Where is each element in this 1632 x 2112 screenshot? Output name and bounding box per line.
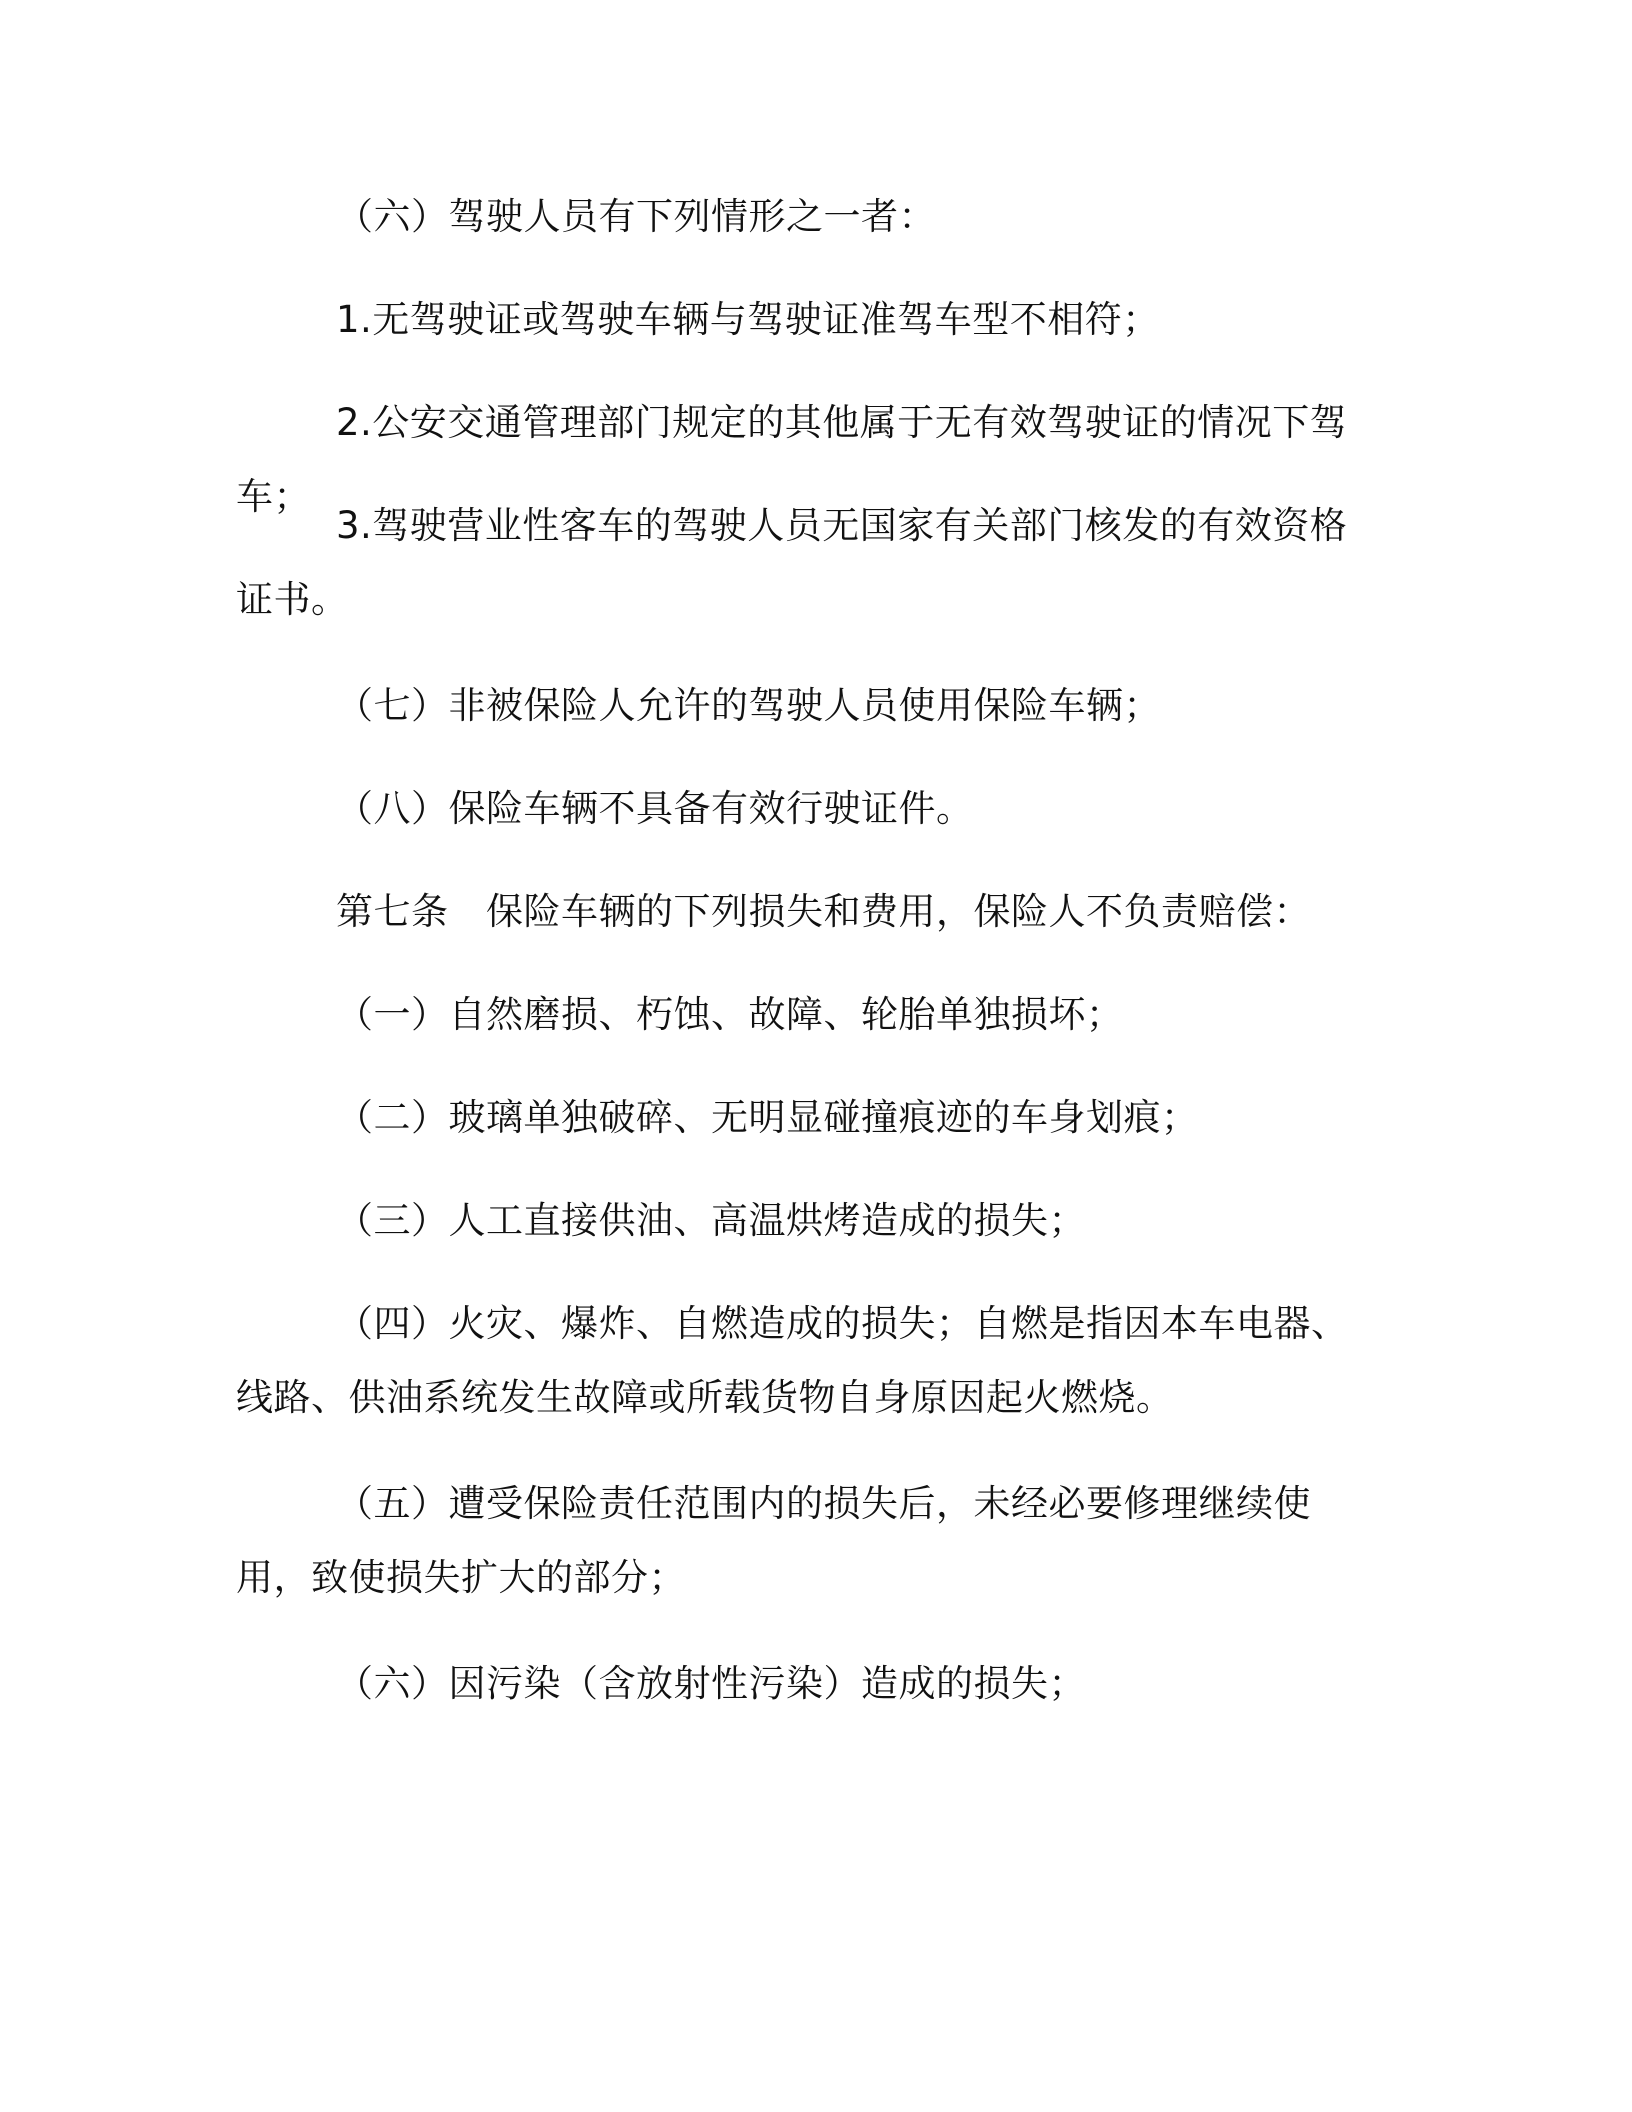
- paragraph-exclusion-5: （五）遭受保险责任范围内的损失后，未经必要修理继续使用，致使损失扩大的部分；: [236, 1482, 1311, 1599]
- paragraph-exclusion-3: （三）人工直接供油、高温烘烤造成的损失；: [336, 1199, 1086, 1242]
- paragraph-exclusion-6: （六）因污染（含放射性污染）造成的损失；: [336, 1662, 1086, 1705]
- paragraph-exclusion-2: （二）玻璃单独破碎、无明显碰撞痕迹的车身划痕；: [336, 1096, 1199, 1139]
- paragraph-seven: （七）非被保险人允许的驾驶人员使用保险车辆；: [336, 684, 1161, 727]
- paragraph-item-2: 2.公安交通管理部门规定的其他属于无有效驾驶证的情况下驾车；: [236, 401, 1348, 518]
- paragraph-item-3: 3.驾驶营业性客车的驾驶人员无国家有关部门核发的有效资格证书。: [236, 504, 1348, 621]
- paragraph-driver-conditions: （六）驾驶人员有下列情形之一者：: [336, 195, 936, 238]
- paragraph-exclusion-1: （一）自然磨损、朽蚀、故障、轮胎单独损坏；: [336, 993, 1124, 1036]
- article-seven-heading: 第七条 保险车辆的下列损失和费用，保险人不负责赔偿：: [336, 890, 1311, 933]
- paragraph-eight: （八）保险车辆不具备有效行驶证件。: [336, 787, 974, 830]
- paragraph-item-1: 1.无驾驶证或驾驶车辆与驾驶证准驾车型不相符；: [336, 298, 1160, 341]
- paragraph-exclusion-4: （四）火灾、爆炸、自燃造成的损失；自燃是指因本车电器、线路、供油系统发生故障或所载货物自身原因起火燃烧。: [236, 1302, 1349, 1419]
